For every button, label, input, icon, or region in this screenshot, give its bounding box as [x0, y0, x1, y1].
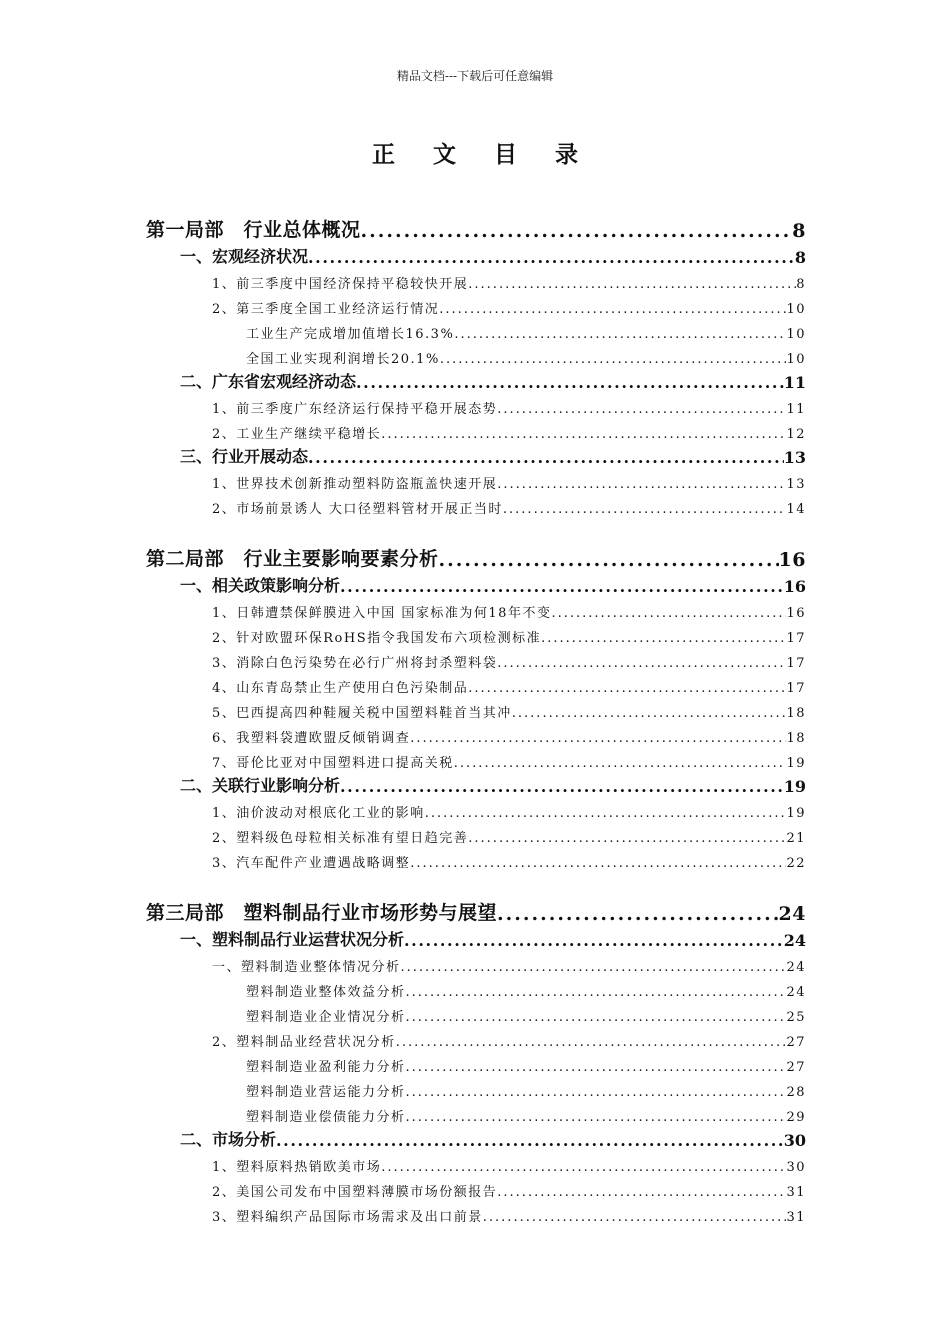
toc-leader-dots [401, 960, 787, 975]
toc-page-number: 8 [794, 248, 806, 267]
toc-page-number: 19 [786, 806, 806, 821]
toc-leader-dots [439, 302, 786, 317]
toc-page-number: 17 [786, 681, 806, 696]
toc-entry-title: 6、我塑料袋遭欧盟反倾销调查 [212, 731, 411, 746]
toc-page-number: 16 [783, 577, 806, 596]
table-of-contents [146, 206, 806, 1225]
toc-page-number: 12 [786, 427, 806, 442]
toc-leader-dots [497, 903, 779, 925]
toc-entry-title: 1、塑料原料热销欧美市场 [212, 1160, 382, 1175]
toc-page-number: 10 [786, 352, 806, 367]
toc-entry[interactable] [146, 292, 806, 317]
toc-page-number: 22 [786, 856, 806, 871]
toc-page-number: 17 [786, 631, 806, 646]
toc-entry-title: 2、塑料级色母粒相关标准有望日趋完善 [212, 831, 469, 846]
toc-entry[interactable] [146, 796, 806, 821]
toc-entry[interactable] [146, 467, 806, 492]
toc-leader-dots [361, 220, 793, 242]
toc-leader-dots [497, 477, 786, 492]
toc-page-number: 31 [786, 1210, 806, 1225]
toc-entry-title: 2、针对欧盟环保RoHS指令我国发布六项检测标准 [212, 631, 542, 646]
toc-entry-title: 4、山东青岛禁止生产使用白色污染制品 [212, 681, 469, 696]
toc-leader-dots [356, 373, 784, 392]
toc-leader-dots [440, 352, 787, 367]
toc-entry[interactable] [146, 535, 806, 571]
toc-page-number: 30 [783, 1131, 806, 1150]
toc-entry-title: 3、塑料编织产品国际市场需求及出口前景 [212, 1210, 483, 1225]
toc-entry[interactable] [146, 889, 806, 925]
toc-leader-dots [381, 1160, 786, 1175]
toc-entry[interactable] [146, 342, 806, 367]
toc-entry[interactable] [146, 442, 806, 467]
toc-leader-dots [497, 1185, 786, 1200]
toc-entry-title: 1、日韩遭禁保鲜膜进入中国 国家标准为何18年不变 [212, 606, 552, 621]
toc-entry-title: 塑料制造业营运能力分析 [246, 1085, 406, 1100]
toc-entry-title: 工业生产完成增加值增长16.3% [246, 327, 455, 342]
toc-entry[interactable] [146, 1050, 806, 1075]
toc-entry-title: 2、塑料制品业经营状况分析 [212, 1035, 396, 1050]
toc-page-number: 16 [786, 606, 806, 621]
toc-entry-title: 1、前三季度广东经济运行保持平稳开展态势 [212, 402, 498, 417]
toc-page-number: 19 [786, 756, 806, 771]
toc-page-number: 11 [783, 373, 806, 392]
toc-entry-title: 二、市场分析 [180, 1130, 277, 1149]
toc-entry-title: 二、广东省宏观经济动态 [180, 372, 357, 391]
toc-page-number: 18 [786, 706, 806, 721]
toc-leader-dots [541, 631, 786, 646]
toc-entry-title: 2、第三季度全国工业经济运行情况 [212, 302, 440, 317]
toc-page-number: 11 [786, 402, 806, 417]
toc-entry[interactable] [146, 367, 806, 392]
page-title: 正 文 目 录 [371, 141, 594, 168]
toc-page-number: 28 [786, 1085, 806, 1100]
toc-leader-dots [410, 731, 786, 746]
toc-leader-dots [454, 327, 786, 342]
toc-entry[interactable] [146, 317, 806, 342]
toc-entry-title: 二、关联行业影响分析 [180, 776, 341, 795]
toc-entry[interactable] [146, 417, 806, 442]
toc-leader-dots [406, 1085, 787, 1100]
toc-entry-title: 1、前三季度中国经济保持平稳较快开展 [212, 277, 469, 292]
toc-entry[interactable] [146, 771, 806, 796]
toc-page-number: 27 [786, 1060, 806, 1075]
toc-entry[interactable] [146, 242, 806, 267]
toc-entry[interactable] [146, 746, 806, 771]
toc-entry[interactable] [146, 392, 806, 417]
toc-leader-dots [468, 681, 786, 696]
toc-entry[interactable] [146, 1000, 806, 1025]
toc-entry-title: 3、消除白色污染势在必行广州将封杀塑料袋 [212, 656, 498, 671]
toc-entry-title: 一、宏观经济状况 [180, 247, 309, 266]
toc-leader-dots [410, 856, 786, 871]
toc-entry[interactable] [146, 1100, 806, 1125]
toc-leader-dots [483, 1210, 787, 1225]
page-header: 精品文档---下载后可任意编辑 [396, 69, 554, 83]
toc-entry-title: 第一局部 行业总体概况 [146, 219, 361, 241]
toc-page-number: 24 [786, 960, 806, 975]
toc-page-number: 17 [786, 656, 806, 671]
toc-leader-dots [396, 1035, 787, 1050]
toc-leader-dots [381, 427, 786, 442]
toc-entry-title: 三、行业开展动态 [180, 447, 309, 466]
toc-leader-dots [406, 1010, 787, 1025]
toc-page-number: 30 [786, 1160, 806, 1175]
toc-entry-title: 第二局部 行业主要影响要素分析 [146, 548, 439, 570]
toc-entry-title: 塑料制造业偿债能力分析 [246, 1110, 406, 1125]
toc-entry[interactable] [146, 671, 806, 696]
toc-entry-title: 一、塑料制造业整体情况分析 [212, 960, 401, 975]
toc-page-number: 21 [786, 831, 806, 846]
toc-leader-dots [497, 656, 786, 671]
toc-leader-dots [468, 277, 796, 292]
toc-leader-dots [503, 502, 787, 517]
toc-entry[interactable] [146, 267, 806, 292]
toc-entry-title: 1、油价波动对根底化工业的影响 [212, 806, 425, 821]
toc-entry[interactable] [146, 1175, 806, 1200]
toc-leader-dots [551, 606, 786, 621]
toc-entry[interactable] [146, 846, 806, 871]
toc-entry-title: 2、工业生产继续平稳增长 [212, 427, 382, 442]
toc-page-number: 18 [786, 731, 806, 746]
toc-page-number: 13 [786, 477, 806, 492]
toc-entry[interactable] [146, 206, 806, 242]
toc-page-number: 10 [786, 327, 806, 342]
toc-page-number: 10 [786, 302, 806, 317]
toc-entry[interactable] [146, 646, 806, 671]
toc-entry[interactable] [146, 1025, 806, 1050]
toc-entry-title: 2、市场前景诱人 大口径塑料管材开展正当时 [212, 502, 503, 517]
toc-entry-title: 全国工业实现利润增长20.1% [246, 352, 440, 367]
toc-entry[interactable] [146, 821, 806, 846]
toc-entry-title: 塑料制造业整体效益分析 [246, 985, 406, 1000]
toc-leader-dots [439, 549, 779, 571]
toc-leader-dots [308, 248, 795, 267]
toc-entry[interactable] [146, 1150, 806, 1175]
toc-entry[interactable] [146, 1200, 806, 1225]
toc-leader-dots [406, 985, 787, 1000]
toc-entry[interactable] [146, 721, 806, 746]
toc-entry-title: 5、巴西提高四种鞋履关税中国塑料鞋首当其冲 [212, 706, 512, 721]
toc-page-number: 29 [786, 1110, 806, 1125]
toc-entry-title: 一、相关政策影响分析 [180, 576, 341, 595]
toc-leader-dots [468, 831, 786, 846]
toc-page-number: 8 [792, 220, 806, 242]
toc-page-number: 16 [778, 549, 806, 571]
toc-entry[interactable] [146, 621, 806, 646]
toc-leader-dots [425, 806, 787, 821]
toc-entry-title: 第三局部 塑料制品行业市场形势与展望 [146, 902, 498, 924]
toc-page-number: 27 [786, 1035, 806, 1050]
toc-page-number: 8 [796, 277, 806, 292]
toc-entry-title: 塑料制造业企业情况分析 [246, 1010, 406, 1025]
toc-leader-dots [512, 706, 787, 721]
toc-entry[interactable] [146, 950, 806, 975]
toc-leader-dots [454, 756, 787, 771]
toc-page-number: 24 [786, 985, 806, 1000]
toc-entry-title: 1、世界技术创新推动塑料防盗瓶盖快速开展 [212, 477, 498, 492]
toc-page-number: 14 [786, 502, 806, 517]
toc-page-number: 24 [778, 903, 806, 925]
toc-entry-title: 一、塑料制品行业运营状况分析 [180, 930, 405, 949]
toc-leader-dots [497, 402, 786, 417]
toc-page-number: 31 [786, 1185, 806, 1200]
toc-entry[interactable] [146, 571, 806, 596]
toc-entry[interactable] [146, 596, 806, 621]
toc-entry[interactable] [146, 696, 806, 721]
toc-page-number: 25 [786, 1010, 806, 1025]
toc-entry-title: 7、哥伦比亚对中国塑料进口提高关税 [212, 756, 454, 771]
toc-leader-dots [340, 777, 784, 796]
toc-page-number: 19 [783, 777, 806, 796]
toc-leader-dots [406, 1060, 787, 1075]
toc-entry[interactable] [146, 1125, 806, 1150]
toc-entry[interactable] [146, 925, 806, 950]
toc-entry-title: 塑料制造业盈利能力分析 [246, 1060, 406, 1075]
toc-entry[interactable] [146, 492, 806, 517]
toc-leader-dots [406, 1110, 787, 1125]
toc-page-number: 24 [783, 931, 806, 950]
toc-leader-dots [340, 577, 784, 596]
toc-entry[interactable] [146, 1075, 806, 1100]
toc-entry-title: 2、美国公司发布中国塑料薄膜市场份额报告 [212, 1185, 498, 1200]
toc-entry-title: 3、汽车配件产业遭遇战略调整 [212, 856, 411, 871]
toc-leader-dots [308, 448, 784, 467]
toc-leader-dots [404, 931, 784, 950]
toc-entry[interactable] [146, 975, 806, 1000]
toc-page-number: 13 [783, 448, 806, 467]
toc-leader-dots [276, 1131, 784, 1150]
